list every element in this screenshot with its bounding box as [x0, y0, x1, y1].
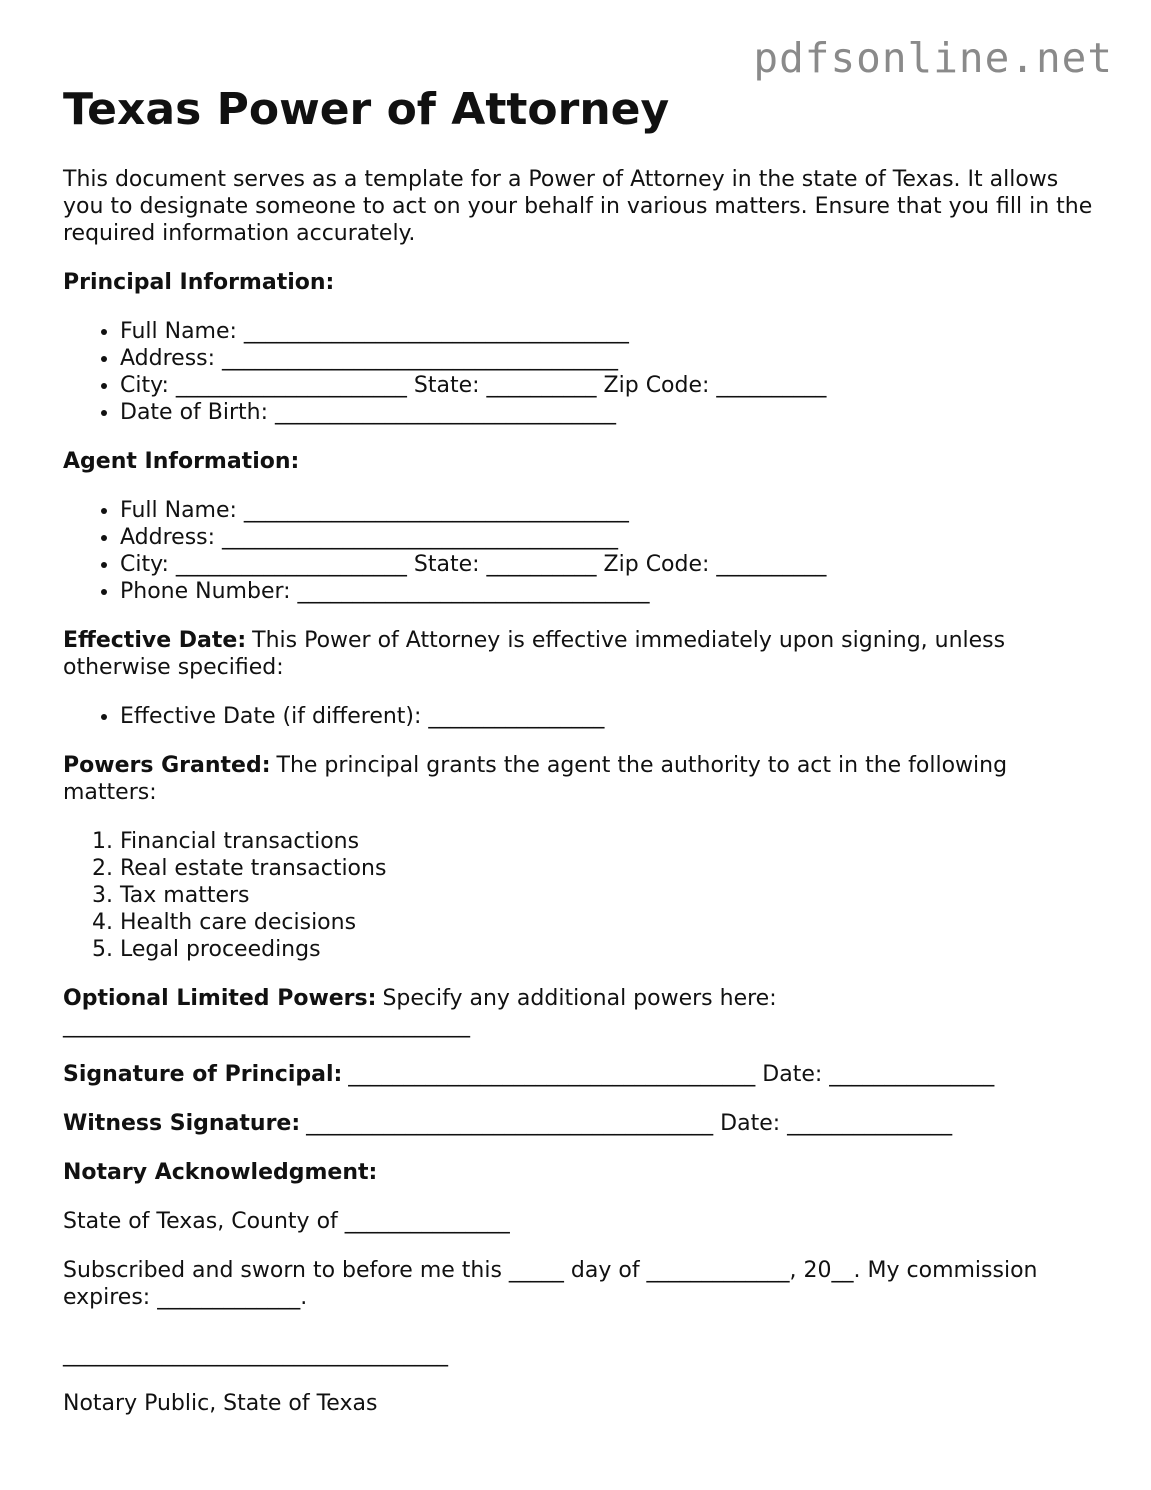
document-page — [63, 84, 1093, 1439]
effective-date-label: Effective Date: — [63, 628, 247, 653]
powers-list — [63, 828, 1093, 963]
power-item: 4. Health care decisions — [120, 909, 1093, 936]
principal-full-name: • Full Name: ___________________________________ — [120, 318, 1093, 345]
agent-full-name: • Full Name: ___________________________________ — [120, 497, 1093, 524]
principal-date-of-birth: • Date of Birth: _______________________________ — [120, 399, 1093, 426]
notary-signature-line: ___________________________________ — [63, 1342, 448, 1367]
principal-signature-label: Signature of Principal: — [63, 1062, 343, 1087]
principal-city-state-zip: • City: _____________________ State: __________ Zip Code: __________ — [120, 372, 1093, 399]
witness-signature-line — [63, 1110, 1093, 1137]
optional-powers-label: Optional Limited Powers: — [63, 986, 377, 1011]
powers-granted-paragraph — [63, 752, 1093, 806]
agent-city-state-zip: • City: _____________________ State: __________ Zip Code: __________ — [120, 551, 1093, 578]
principal-signature-field: _____________________________________ Date: _______________ — [348, 1062, 995, 1087]
power-item: 1. Financial transactions — [120, 828, 1093, 855]
effective-date-text: This Power of Attorney is effective immediately upon signing, unless otherwise specified: — [63, 628, 1006, 680]
power-item: 3. Tax matters — [120, 882, 1093, 909]
agent-list — [63, 497, 1093, 605]
notary-heading: Notary Acknowledgment: — [63, 1160, 378, 1185]
agent-address: • Address: ____________________________________ — [120, 524, 1093, 551]
notary-sworn-statement: Subscribed and sworn to before me this _____ day of _____________, 20__. My commission expires: _____________. — [63, 1258, 1038, 1310]
power-item: 2. Real estate transactions — [120, 855, 1093, 882]
witness-signature-field: _____________________________________ Date: _______________ — [306, 1111, 953, 1136]
effective-date-list — [63, 703, 1093, 730]
notary-county: State of Texas, County of _______________ — [63, 1209, 510, 1234]
principal-heading: Principal Information: — [63, 270, 335, 295]
optional-powers-paragraph — [63, 985, 1093, 1039]
power-item: 5. Legal proceedings — [120, 936, 1093, 963]
effective-date-paragraph — [63, 627, 1093, 681]
principal-list — [63, 318, 1093, 426]
principal-address: • Address: ____________________________________ — [120, 345, 1093, 372]
agent-phone-number: • Phone Number: ________________________________ — [120, 578, 1093, 605]
agent-heading: Agent Information: — [63, 449, 300, 474]
effective-date-field: • Effective Date (if different): ________________ — [120, 703, 1093, 730]
principal-signature-line — [63, 1061, 1093, 1088]
intro-paragraph: This document serves as a template for a Power of Attorney in the state of Texas. It allows you to designate someone to act on your behalf in various matters. Ensure that you fill in the required information accurately. — [63, 167, 1093, 246]
document-title: Texas Power of Attorney — [63, 84, 670, 135]
notary-title: Notary Public, State of Texas — [63, 1391, 378, 1416]
powers-granted-label: Powers Granted: — [63, 753, 271, 778]
witness-signature-label: Witness Signature: — [63, 1111, 301, 1136]
optional-powers-text: Specify any additional powers here: _____________________________________ — [63, 986, 777, 1038]
powers-granted-text: The principal grants the agent the authority to act in the following matters: — [63, 753, 1008, 805]
watermark: pdfsonline.net — [753, 34, 1113, 82]
